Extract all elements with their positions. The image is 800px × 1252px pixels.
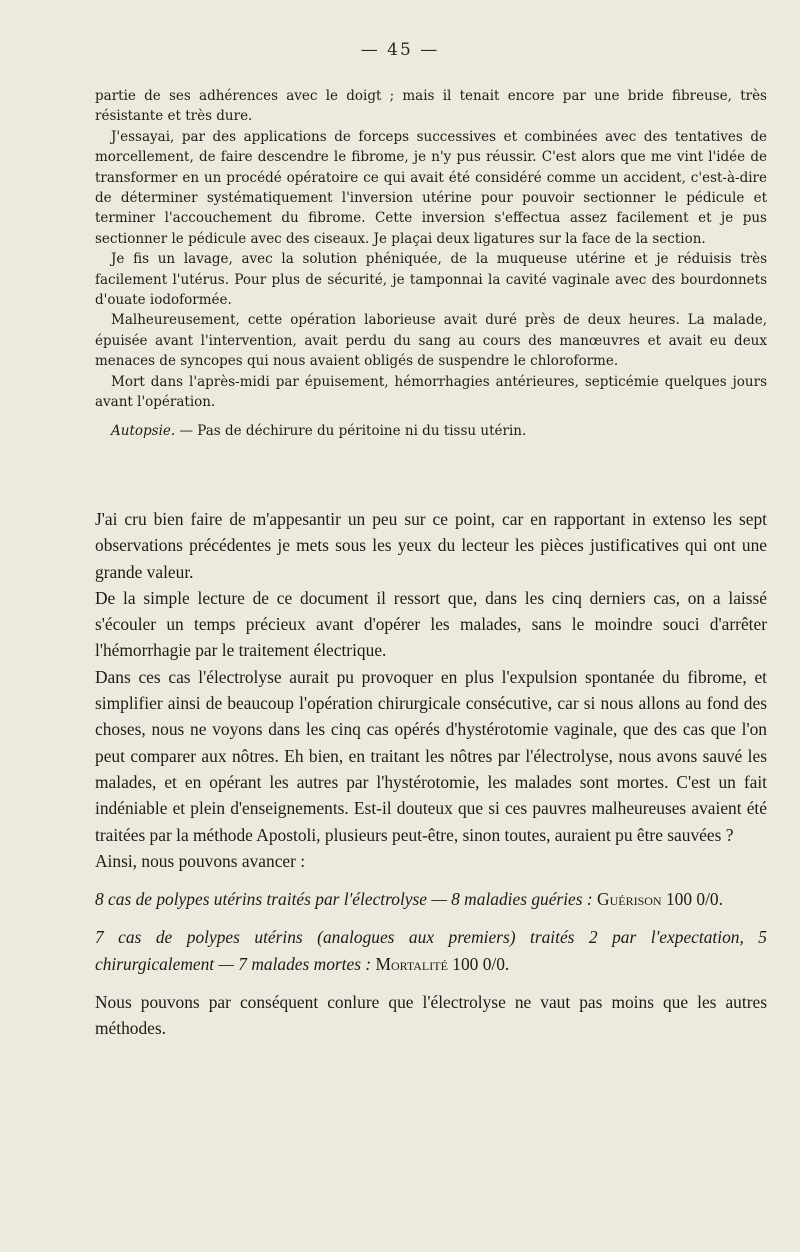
paragraph: Dans ces cas l'électrolyse aurait pu provoquer en plus l'expulsion spontanée du fibrome, et simplifier ainsi de beaucoup l'opération chirurgicale consécutive, car si nous allons au fond des choses, nous ne voyons dans les cinq cas opérés d'hystérotomie vaginale, que des cas que l'on peut comparer aux nôtres. Eh bien, en traitant les nôtres par l'électrolyse, nous avons sauvé les malades, et en opérant les autres par l'hystérotomie, les malades sont mortes. C'est un fait indéniable et plein d'enseignements. Est-il douteux que si ces pauvres malheureuses avaient été traitées par la méthode Apostoli, plusieurs peut-être, sinon toutes, auraient pu être sauvées ? — [95, 666, 767, 845]
paragraph: Malheureusement, cette opération laborieuse avait duré près de deux heures. La malade, épuisée avant l'intervention, avait perdu du sang au cours des manœuvres et avait eu deux menaces de syncopes qui nous avaient obligés de suspendre le chloroforme. — [95, 312, 767, 370]
autopsie-label: Autopsie. — [111, 422, 176, 439]
autopsie-paragraph — [95, 421, 767, 441]
paragraph: J'ai cru bien faire de m'appesantir un peu sur ce point, car en rapportant in extenso les sept observations précédentes je mets sous les yeux du lecteur les pièces justificatives qui ont une grande valeur. — [95, 509, 767, 582]
autopsie-text: — Pas de déchirure du péritoine ni du tissu utérin. — [175, 422, 527, 439]
result-text: 7 cas de polypes utérins (analogues aux premiers) traités 2 par l'expectation, 5 chirurgicalement — 7 malades mortes : — [95, 927, 767, 974]
result-electrolyse — [95, 886, 767, 912]
result-chirurgie — [95, 924, 767, 977]
result-outcome: Guérison 100 0/0. — [597, 889, 723, 910]
paragraph: Ainsi, nous pouvons avancer : — [95, 850, 306, 871]
paragraph: partie de ses adhérences avec le doigt ; mais il tenait encore par une bride fibreuse, très résistante et très dure. — [95, 88, 767, 125]
paragraph: Je fis un lavage, avec la solution phéniquée, de la muqueuse utérine et je réduisis très facilement l'utérus. Pour plus de sécurité, je tamponnai la cavité vaginale avec des bourdonnets d'ouate iodoformée. — [95, 251, 767, 309]
paragraph: Mort dans l'après-midi par épuisement, hémorrhagies antérieures, septicémie quelques jours avant l'opération. — [95, 373, 767, 411]
result-outcome: Mortalité 100 0/0. — [375, 953, 510, 974]
page-number: — 45 — — [360, 40, 440, 60]
paragraph: De la simple lecture de ce document il ressort que, dans les cinq derniers cas, on a laissé s'écouler un temps précieux avant d'opérer les malades, sans le moindre souci d'arrêter l'hémorrhagie par le traitement électrique. — [95, 587, 767, 661]
observation-text — [95, 86, 767, 441]
conclusion: Nous pouvons par conséquent conlure que l'électrolyse ne vaut pas moins que les autres méthodes. — [95, 992, 767, 1039]
result-text: 8 cas de polypes utérins traités par l'électrolyse — 8 maladies guéries : — [95, 889, 593, 910]
paragraph: J'essayai, par des applications de forceps successives et combinées avec des tentatives de morcellement, de faire descendre le fibrome, je n'y pus réussir. C'est alors que me vint l'idée de transformer en un procédé opératoire ce qui avait été considéré comme un accident, c'est-à-dire de déterminer systématiquement l'inversion utérine pour pouvoir sectionner le pédicule et terminer l'accouchement du fibrome. Cette inversion s'effectua assez facilement et je pus sectionner le pédicule avec des ciseaux. Je plaçai deux ligatures sur la face de la section. — [95, 128, 767, 247]
commentary-text — [95, 506, 767, 1042]
